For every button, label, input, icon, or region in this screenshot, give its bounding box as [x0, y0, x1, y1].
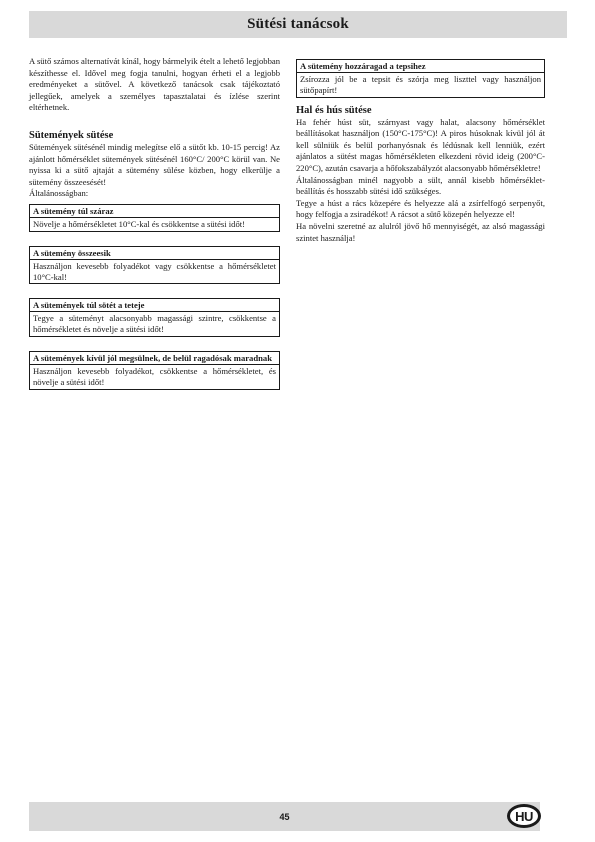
fish-meat-paragraph: Tegye a húst a rács közepére és helyezze alá a zsírfelfogó serpenyőt, hogy felfogja a zsiradékot! A rácsot a sütő közepén helyezze el!: [296, 197, 545, 220]
tip-box-dark-top: [29, 298, 280, 337]
footer-bar: [29, 802, 540, 831]
tip-text: Használjon kevesebb folyadékot, csökkentse a hőmérsékletet, és növelje a sütési időt!: [33, 365, 276, 387]
language-badge: [507, 804, 541, 828]
tip-text: Növelje a hőmérsékletet 10°C-kal és csökkentse a sütési időt!: [33, 218, 246, 229]
page-title-bar: [29, 11, 567, 38]
right-column: [296, 59, 545, 244]
cakes-paragraph: Sütemények sütésénél mindig melegítse elő a sütőt kb. 10-15 percig! Az ajánlott hőmérséklet sütemények sütésénél 160°C/ 200°C körül van. Ne nyissa ki a sütő ajtaját a sütemény sülése közben, hogy elkerülje a sütemény összeesését!: [29, 141, 280, 187]
tip-text: Zsírozza jól be a tepsit és szórja meg liszttel vagy használjon sütőpapírt!: [300, 74, 541, 95]
cakes-general: Általánosságban:: [29, 188, 89, 199]
page-title: Sütési tanácsok: [247, 16, 349, 32]
cakes-heading: Sütemények sütése: [29, 129, 114, 141]
tip-box-sticky-inside: [29, 351, 280, 390]
tip-box-stuck-to-pan: [296, 59, 545, 98]
tip-text: Használjon kevesebb folyadékot vagy csökkentse a hőmérsékletet 10°C-kal!: [33, 260, 276, 282]
tip-text: Tegye a süteményt alacsonyabb magassági szintre, csökkentse a hőmérsékletet és növelje a sütési időt!: [33, 313, 276, 335]
fish-meat-heading: Hal és hús sütése: [296, 104, 372, 116]
fish-meat-paragraph: Általánosságban minél nagyobb a sült, annál kisebb hőmérséklet-beállítás és hosszabb sütési idő szükséges.: [296, 174, 545, 197]
tip-title: A sütemény túl száraz: [30, 205, 279, 218]
tip-title: A sütemények túl sötét a teteje: [30, 299, 279, 312]
tip-box-collapse: [29, 246, 280, 285]
page-number: 45: [279, 811, 290, 822]
fish-meat-paragraph: Ha növelni szeretné az alulról jövő hő mennyiségét, az alsó magassági szintet használja!: [296, 220, 545, 243]
left-column: [29, 56, 280, 390]
language-badge-label: HU: [515, 808, 533, 824]
tip-title: A sütemények kívül jól megsülnek, de belül ragadósak maradnak: [30, 352, 279, 365]
tip-title: A sütemény hozzáragad a tepsihez: [297, 60, 544, 73]
intro-paragraph: A sütő számos alternatívát kínál, hogy bármelyik ételt a lehető legjobban készíthesse el. Idővel meg fogja tanulni, hogyan érheti el a legjobb eredményeket a sütővel. A következő tanácsok csak tájékoztató jellegűek, amelyek a személyes tapasztalatai és ízlése szerint eltérhetnek.: [29, 56, 280, 113]
tip-box-dry: [29, 204, 280, 232]
fish-meat-paragraph: Ha fehér húst süt, szárnyast vagy halat, alacsony hőmérséklet beállításokat használjon (150°C-175°C)! A piros húsoknak kívül jól át kell sülniük és belül porhanyósnak és lédúsnak kell lenniük, ezért ajánlatos a sütést magas hőmérsékleten elkezdeni rövid ideig (200°C-220°C), azután csavarja a hőfokszabályzót alacsonyabb hőmérsékletre!: [296, 116, 545, 173]
tip-title: A sütemény összeesik: [30, 247, 279, 260]
